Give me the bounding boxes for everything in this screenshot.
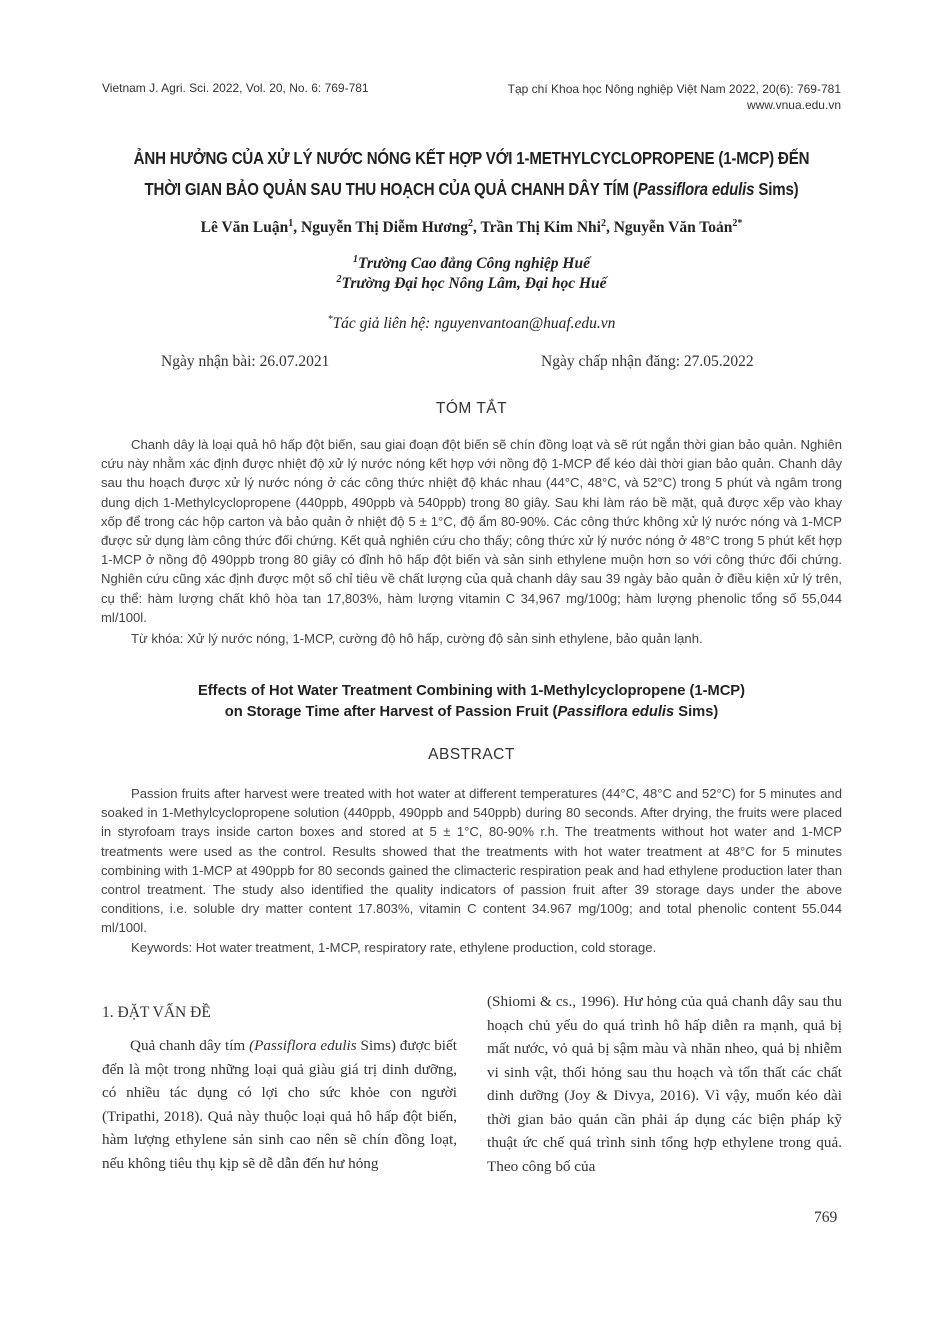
article-title-en-line2 <box>0 702 943 723</box>
article-title-vn <box>118 143 826 205</box>
corresponding-author <box>0 314 943 333</box>
author-affil-mark: 1 <box>288 218 294 229</box>
author-name: Lê Văn Luận <box>200 219 289 237</box>
author-name: Trần Thị Kim Nhi <box>480 219 601 237</box>
intro-column-right: (Shiomi & cs., 1996). Hư hỏng của quả chanh dây sau thu hoạch chủ yếu do quá trình hô hấp diễn ra mạnh, quả bị mất nước, vỏ quả bị sậm màu và nhăn nheo, quả bị nhiễm vi sinh vật, thối hỏng sau thu hoạch và tổn thất các chất dinh dưỡng (Joy & Divya, 2016). Vì vậy, muốn kéo dài thời gian bảo quản cần phải áp dụng các biện pháp kỹ thuật ức chế quá trình sinh tổng hợp ethylene trong quả. Theo công bố của <box>487 993 842 1175</box>
date-received: Ngày nhận bài: 26.07.2021 <box>161 353 330 370</box>
affiliation-1 <box>0 254 943 273</box>
article-title-en-line1: Effects of Hot Water Treatment Combining with 1-Methylcyclopropene (1-MCP) <box>197 683 745 699</box>
contact-mark: * <box>327 314 333 325</box>
keywords-vn: Từ khóa: Xử lý nước nóng, 1-MCP, cường độ hô hấp, cường độ sản sinh ethylene, bảo quản lạnh. <box>131 631 703 646</box>
summary-body-vn: Chanh dây là loại quả hô hấp đột biến, sau giai đoạn đột biến sẽ chín đồng loạt và sẽ rút ngắn thời gian bảo quản. Nghiên cứu này nhằm xác định được nhiệt độ xử lý nước nóng kết hợp với nồng độ 1-MCP để kéo dài thời gian bảo quản. Chanh dây sau thu hoạch được xử lý nước nóng ở các công thức nhiệt độ khác nhau (44°C, 48°C, và 52°C) trong 5 phút và ngâm trong dung dịch 1-Methylcyclopropene (440ppb, 490ppb và 540ppb) trong 80 giây. Sau khi làm ráo bề mặt, quả được xếp vào khay xốp để trong các hộp carton và bảo quản ở nhiệt độ 5 ± 1°C, độ ẩm 80-90%. Các công thức không xử lý nước nóng và 1-MCP được sử dụng làm công thức đối chứng. Kết quả nghiên cứu cho thấy; công thức xử lý nước nóng ở 48°C trong 5 phút kết hợp 1-MCP ở nồng độ 490ppb trong 80 giây có đỉnh hô hấp đột biến và sản sinh ethylene muộn hơn so với công thức đối chứng. Nghiên cứu cũng xác định được một số chỉ tiêu về chất lượng của quả chanh dây sau 39 ngày bảo quản ở điều kiện xử lý trên, cụ thể: hàm lượng chất khô hòa tan 17,803%, hàm lượng vitamin C 34,967 mg/100g; hàm lượng phenolic tổng số 55,044 ml/100l. <box>101 437 842 625</box>
author-separator: , <box>605 219 614 237</box>
author-name: Nguyễn Văn Toản <box>613 219 733 237</box>
article-title-vn-line1: ẢNH HƯỞNG CỦA XỬ LÝ NƯỚC NÓNG KẾT HỢP VỚI 1-METHYLCYCLOPROPENE (1-MCP) ĐẾN <box>133 148 810 168</box>
author-affil-mark: 2 <box>600 218 606 229</box>
author-affil-mark: 2 <box>468 218 474 229</box>
date-accepted: Ngày chấp nhận đăng: 27.05.2022 <box>541 353 754 370</box>
author-separator: , <box>473 219 481 237</box>
title-en-species: Passiflora edulis <box>557 704 675 720</box>
intro-left-text: Sims) được biết đến là một trong những loại quả giàu giá trị dinh dưỡng, có nhiều tác dụng có lợi cho sức khỏe con người (Tripathi, 2018). Quả này thuộc loại quả hô hấp đột biến, hàm lượng ethylene sản sinh cao nên sẽ chín đồng loạt, nếu không tiêu thụ kịp sẽ dễ dẫn đến hư hỏng <box>102 1037 457 1172</box>
intro-left-pre: Quả chanh dây tím <box>130 1037 250 1054</box>
affiliation-text: Trường Đại học Nông Lâm, Đại học Huế <box>341 275 607 293</box>
section-heading-introduction: 1. ĐẶT VẤN ĐỀ <box>102 1004 211 1021</box>
contact-text: Tác giả liên hệ: nguyenvantoan@huaf.edu.vn <box>332 315 616 333</box>
author-affil-mark: 2* <box>732 218 743 229</box>
affiliation-mark: 1 <box>353 254 359 265</box>
keywords-en: Keywords: Hot water treatment, 1-MCP, respiratory rate, ethylene production, cold storage. <box>131 940 657 955</box>
affiliation-mark: 2 <box>336 274 342 285</box>
title-en-line2-pre: on Storage Time after Harvest of Passion Fruit ( <box>224 704 558 720</box>
author-list <box>0 218 943 237</box>
article-title-en <box>0 681 943 723</box>
journal-citation-vn <box>508 81 841 113</box>
page-number: 769 <box>814 1209 838 1226</box>
author <box>301 219 481 236</box>
article-title-vn-line2 <box>118 174 826 205</box>
author-separator: , <box>293 219 301 237</box>
intro-left-species: (Passiflora edulis <box>249 1037 357 1054</box>
abstract-body-en: Passion fruits after harvest were treated with hot water at different temperatures (44°C, 48°C and 52°C) for 5 minutes and soaked in 1-Methylcyclopropene solution (440ppb, 490ppb and 540ppb) during 80 seconds. After drying, the fruits were placed in styrofoam trays inside carton boxes and stored at 5 ± 1°C, 80-90% r.h. The treatments without hot water and 1-MCP treatments were used as the control. Results showed that the treatments with hot water treatment at 48°C for 5 minutes combining with 1-MCP at 490ppb for 80 seconds gained the climacteric respiration peak and had ethylene production later than control treatment. The study also identified the quality indicators of passion fruit after 39 storage days under the above conditions, i.e. soluble dry matter content 17.803%, vitamin C content 34.967 mg/100g; and total phenolic content 55.044 ml/100l. <box>101 786 842 936</box>
journal-website: www.vnua.edu.vn <box>746 98 841 112</box>
summary-heading-vn: TÓM TẮT <box>435 400 508 417</box>
title-vn-line2-pre: THỜI GIAN BẢO QUẢN SAU THU HOẠCH CỦA QUẢ CHANH DÂY TÍM ( <box>144 179 638 199</box>
author <box>481 219 614 236</box>
journal-citation-en: Vietnam J. Agri. Sci. 2022, Vol. 20, No. 6: 769-781 <box>102 81 369 95</box>
author <box>201 219 301 236</box>
affiliation-text: Trường Cao đẳng Công nghiệp Huế <box>358 255 590 273</box>
author-name: Nguyễn Thị Diễm Hương <box>301 219 469 237</box>
author <box>614 219 743 236</box>
title-vn-species: Passiflora edulis <box>637 179 755 199</box>
title-vn-line2-post: Sims) <box>754 179 799 199</box>
intro-column-left <box>102 1034 457 1175</box>
abstract-heading-en: ABSTRACT <box>428 746 515 763</box>
affiliation-2 <box>0 274 943 293</box>
journal-citation-vn-text: Tạp chí Khoa học Nông nghiệp Việt Nam 2022, 20(6): 769-781 <box>507 82 841 96</box>
title-en-line2-post: Sims) <box>674 704 719 720</box>
